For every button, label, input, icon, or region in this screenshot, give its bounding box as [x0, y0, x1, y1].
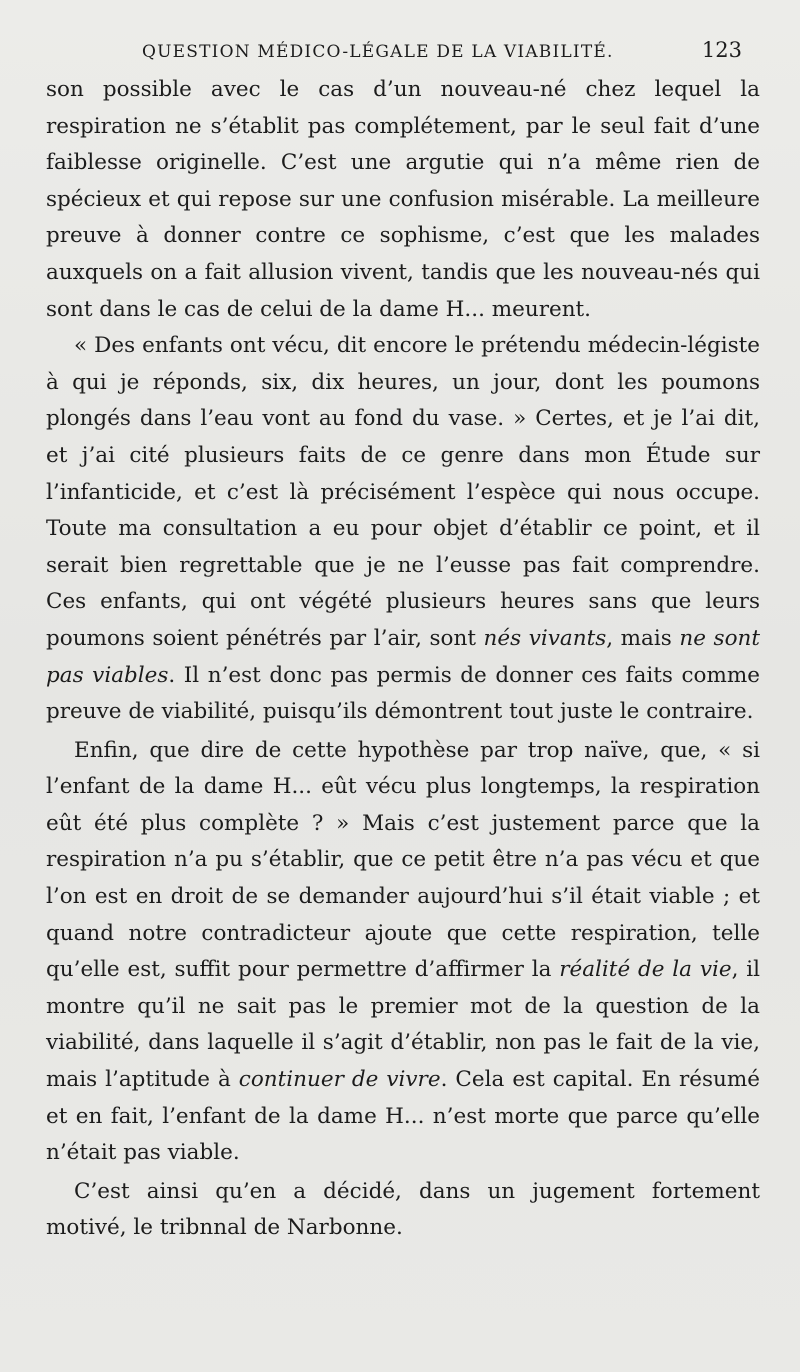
italic-nes-vivants: nés vivants [483, 625, 607, 651]
paragraph-2-text: , mais [606, 625, 680, 651]
paragraph-4 [46, 1174, 760, 1247]
paragraph-4-text: C’est ainsi qu’en a décidé, dans un jugement fortement motivé, le tribnnal de Narbonne. [46, 1178, 760, 1241]
running-title: QUESTION MÉDICO-LÉGALE DE LA VIABILITÉ. [142, 42, 614, 62]
paragraph-1-text: son possible avec le cas d’un nouveau-né chez lequel la respiration ne s’établit pas complétement, par le seul fait d’une faiblesse originelle. C’est une argutie qui n’a même rien de spécieux et qui repose sur une confusion misérable. La meilleure preuve à donner contre ce sophisme, c’est que les malades auxquels on a fait allusion vivent, tandis que les nouveau-nés qui sont dans le cas de celui de la dame H... meurent. [46, 77, 760, 322]
paragraph-3 [46, 733, 760, 1172]
page-number: 123 [701, 38, 742, 62]
paragraph-2-text: « Des enfants ont vécu, dit encore le prétendu médecin-légiste à qui je réponds, six, dix heures, un jour, dont les poumons plongés dans l’eau vont au fond du vase. » Certes, et je l’ai dit, et j’ai cité plusieurs faits de ce genre dans mon Étude sur l’infanticide, et c’est là précisément l’espèce qui nous occupe. Toute ma consultation a eu pour objet d’établir ce point, et il serait bien regrettable que je ne l’eusse pas fait comprendre. Ces enfants, qui ont végété plusieurs heures sans que leurs poumons soient pénétrés par l’air, sont [46, 333, 760, 651]
italic-continuer-de-vivre: continuer de vivre [238, 1067, 441, 1093]
paragraph-3-text: Enfin, que dire de cette hypothèse par trop naïve, que, « si l’enfant de la dame H... eût vécu plus longtemps, la respiration eût été plus complète ? » Mais c’est justement parce que la respiration n’a pu s’établir, que ce petit être n’a pas vécu et que l’on est en droit de se demander aujourd’hui s’il était viable ; et quand notre contradicteur ajoute que cette respiration, telle qu’elle est, suffit pour permettre d’affirmer la [46, 737, 760, 983]
italic-ne-sont-pas-viables: ne sont pas viables [46, 625, 760, 688]
body-text [46, 72, 760, 1247]
paragraph-1 [46, 72, 760, 328]
paragraph-3-text: , il montre qu’il ne sait pas le premier mot de la question de la viabilité, dans laquelle il s’agit d’établir, non pas le fait de la vie, mais l’aptitude à [46, 957, 760, 1093]
running-head [46, 38, 760, 62]
paragraph-3-text: . Cela est capital. En résumé et en fait, l’enfant de la dame H... n’est morte que parce qu’elle n’était pas viable. [46, 1067, 760, 1166]
italic-realite-de-la-vie: réalité de la vie [559, 957, 732, 983]
paragraph-2 [46, 328, 760, 731]
paragraph-2-text: . Il n’est donc pas permis de donner ces faits comme preuve de viabilité, puisqu’ils démontrent tout juste le contraire. [46, 662, 760, 725]
